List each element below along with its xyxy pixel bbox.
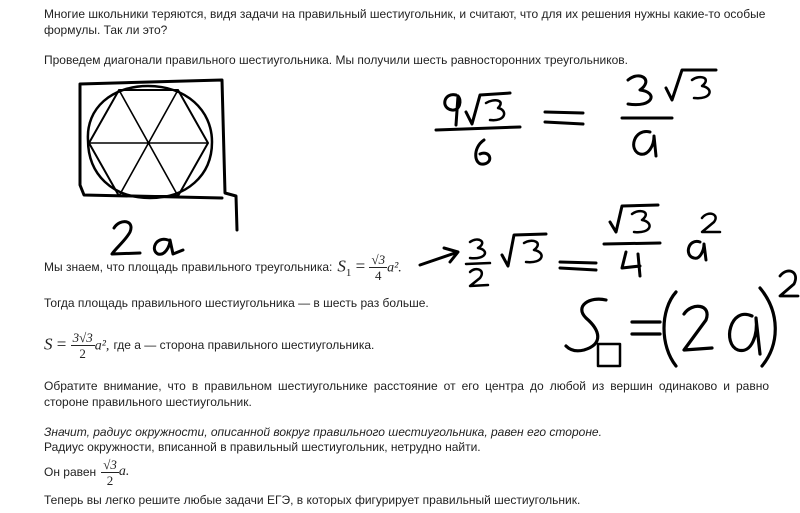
formula-equals: =: [56, 333, 67, 353]
fraction-denominator: 2: [106, 472, 114, 488]
letter-a: [154, 239, 183, 254]
inscribed-radius-paragraph: Радиус окружности, вписанной в правильный шестиугольник, нетрудно найти.: [44, 440, 481, 454]
letter-a-paren: [730, 314, 760, 354]
hexagon-area-caption: где a — сторона правильного шестиугольника.: [113, 338, 375, 352]
digit-3-numerator: [628, 76, 651, 105]
equals-sign-2: [560, 262, 596, 270]
equals-sign-3: [632, 322, 660, 334]
label-2a: [112, 222, 183, 255]
letter-a-squared: [688, 241, 706, 260]
intro-line-1: Многие школьники теряются, видя задачи на правильный шестиугольник, и считают, что для их решения нужны какие-то особые: [44, 7, 766, 21]
digit-6: [476, 140, 490, 164]
digit-3-small: [470, 240, 485, 259]
right-paren: [760, 288, 775, 366]
digit-2-small: [470, 269, 488, 286]
fraction-numerator: √3: [371, 251, 386, 267]
fraction-denominator: 4: [375, 267, 382, 283]
exponent-2: [702, 214, 720, 232]
fraction-bar-3: [604, 243, 660, 244]
fraction-denominator: 2: [79, 345, 86, 361]
hexagon-area-paragraph: Тогда площадь правильного шестиугольника — в шесть раз больше.: [44, 296, 429, 310]
digit-9: [445, 95, 460, 125]
handwritten-equation-2: [420, 205, 720, 286]
formula-equals: =: [355, 255, 366, 275]
digit-2-paren: [684, 306, 712, 350]
hexagon-sketch: [80, 80, 237, 230]
italic-note: Значит, радиус окружности, описанной вокруг правильного шестиугольника, равен его стороне.: [44, 425, 602, 439]
attention-line-2: стороне правильного шестиугольник.: [44, 395, 252, 409]
square-subscript: [598, 344, 620, 366]
formula-lhs: S: [44, 333, 53, 353]
arrow: [420, 248, 458, 265]
conclusion-paragraph: Теперь вы легко решите любые задачи ЕГЭ, в которых фигурирует правильный шестиугольник.: [44, 493, 581, 507]
digit-2: [112, 222, 140, 254]
fraction-numerator: √3: [103, 456, 117, 472]
formula-lhs: S: [337, 255, 346, 275]
fraction-numerator: 3√3: [72, 329, 93, 345]
diagonals-paragraph: Проведем диагонали правильного шестиугольника. Мы получили шесть равносторонних треугольников.: [44, 53, 628, 67]
digit-4: [622, 252, 640, 276]
letter-a-denominator: [634, 132, 656, 156]
hexagon-diagonals: [89, 90, 208, 196]
equals-prefix: Он равен: [44, 465, 97, 479]
equals-sign: [545, 112, 583, 124]
fraction-bar: [436, 127, 520, 130]
attention-line-1: Обратите внимание, что в правильном шестиугольнике расстояние от его центра до любой из вершин одинаково и равно: [44, 379, 769, 393]
digit-3-under-root-3: [632, 211, 650, 232]
formula-tail: a²,: [94, 337, 110, 353]
handwritten-equation-3: [566, 271, 798, 366]
left-paren: [664, 292, 676, 366]
radical-sign-3: [610, 205, 658, 232]
digit-3-under-root-right: [692, 77, 710, 98]
digit-3-under-root-2: [524, 241, 542, 262]
intro-line-2: формулы. Так ли это?: [44, 23, 168, 37]
fraction-bar-small: [466, 263, 490, 264]
digit-3-under-root: [486, 100, 504, 120]
formula-subscript: 1: [345, 266, 352, 279]
exponent-2-paren: [780, 271, 798, 296]
handwritten-equation-1: [436, 70, 716, 164]
triangle-area-text: Мы знаем, что площадь правильного треугольника:: [44, 260, 333, 274]
formula-tail: a².: [387, 259, 402, 275]
formula-tail: a.: [118, 464, 130, 479]
radical-sign: [466, 93, 510, 124]
